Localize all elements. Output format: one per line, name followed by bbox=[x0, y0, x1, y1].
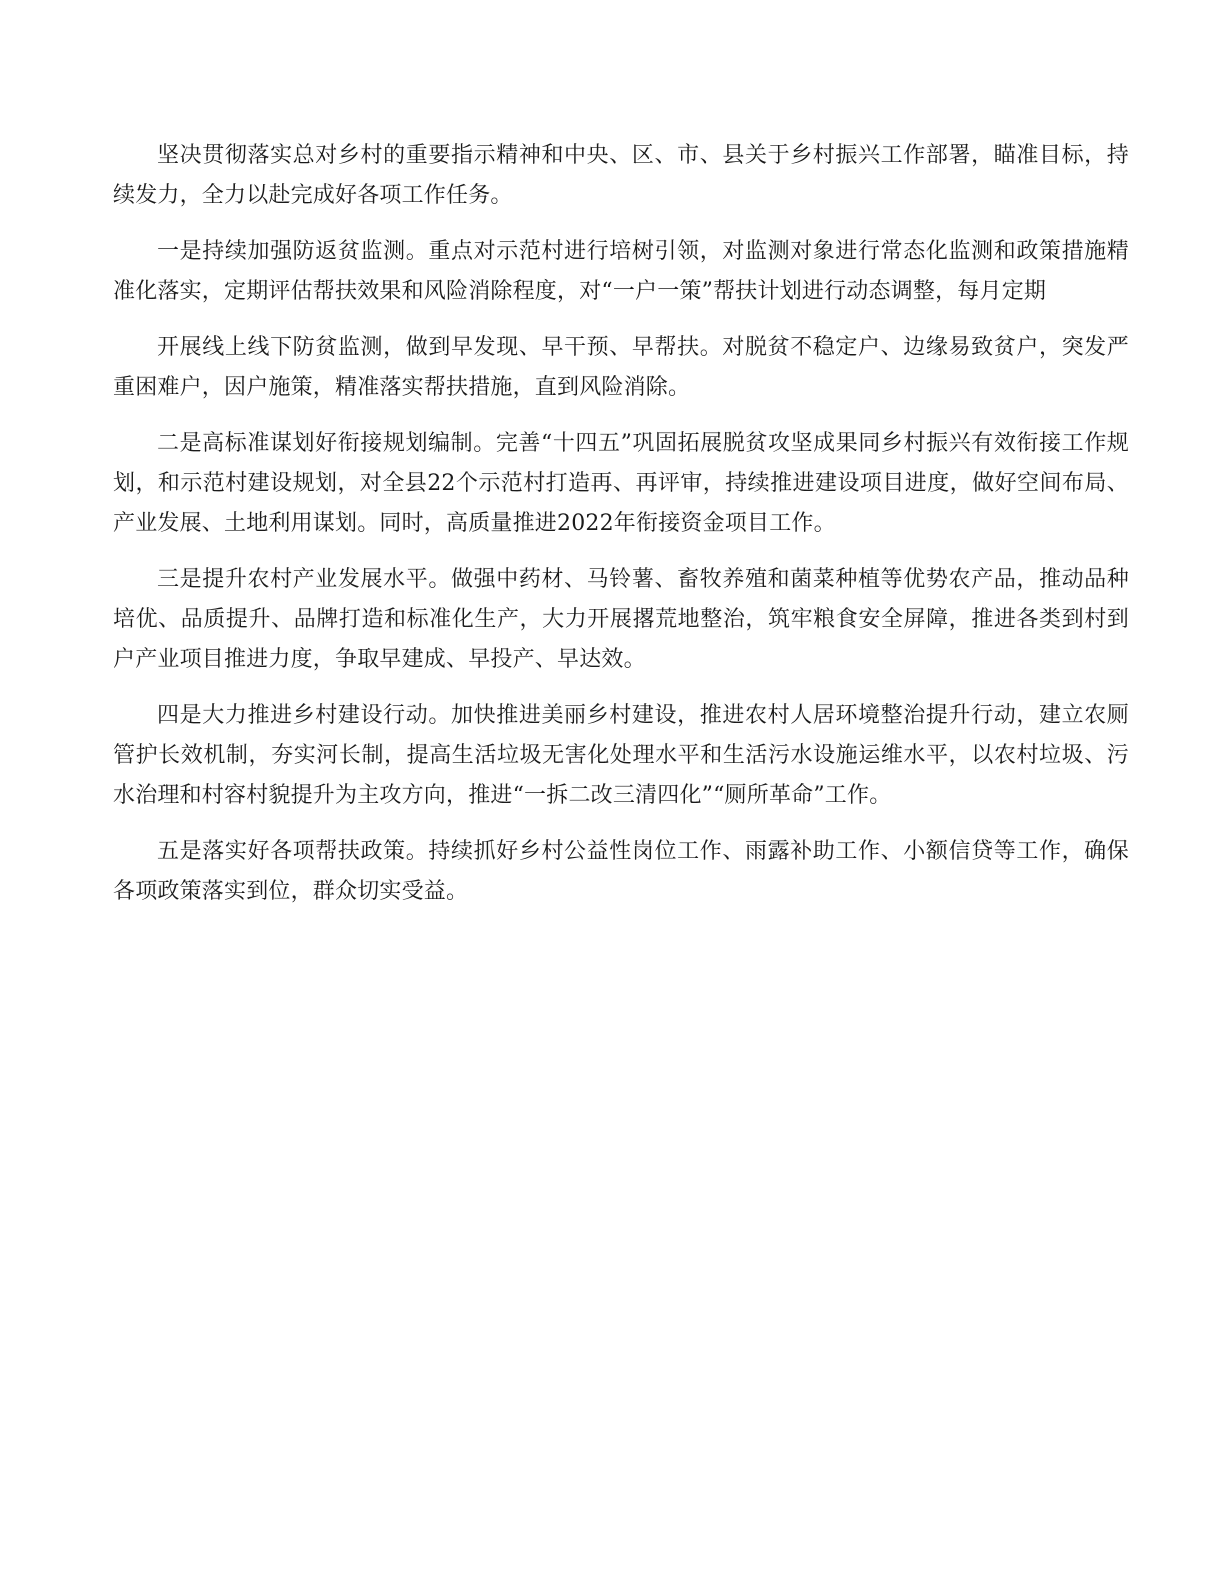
paragraph-industry: 三是提升农村产业发展水平。做强中药材、马铃薯、畜牧养殖和菌菜种植等优势农产品，推动品种培优、品质提升、品牌打造和标准化生产，大力开展撂荒地整治，筑牢粮食安全屏障，推进各类到村到户产业项目推进力度，争取早建成、早投产、早达效。 bbox=[113, 567, 1129, 672]
paragraph-rural-construction: 四是大力推进乡村建设行动。加快推进美丽乡村建设，推进农村人居环境整治提升行动，建立农厕管护长效机制，夯实河长制，提高生活垃圾无害化处理水平和生活污水设施运维水平，以农村垃圾、污水治理和村容村貌提升为主攻方向，推进“一拆二改三清四化”“厕所革命”工作。 bbox=[113, 703, 1129, 808]
paragraph-intro: 坚决贯彻落实总对乡村的重要指示精神和中央、区、市、县关于乡村振兴工作部署，瞄准目标，持续发力，全力以赴完成好各项工作任务。 bbox=[113, 143, 1129, 208]
paragraph-monitoring: 一是持续加强防返贫监测。重点对示范村进行培树引领，对监测对象进行常态化监测和政策措施精准化落实，定期评估帮扶效果和风险消除程度，对“一户一策”帮扶计划进行动态调整，每月定期 bbox=[113, 239, 1129, 304]
paragraph-planning: 二是高标准谋划好衔接规划编制。完善“十四五”巩固拓展脱贫攻坚成果同乡村振兴有效衔接工作规划，和示范村建设规划，对全县22个示范村打造再、再评审，持续推进建设项目进度，做好空间布局、产业发展、土地利用谋划。同时，高质量推进2022年衔接资金项目工作。 bbox=[113, 431, 1129, 536]
document-body bbox=[113, 136, 1129, 928]
paragraph-monitoring-continued: 开展线上线下防贫监测，做到早发现、早干预、早帮扶。对脱贫不稳定户、边缘易致贫户，突发严重困难户，因户施策，精准落实帮扶措施，直到风险消除。 bbox=[113, 335, 1129, 400]
paragraph-policies: 五是落实好各项帮扶政策。持续抓好乡村公益性岗位工作、雨露补助工作、小额信贷等工作，确保各项政策落实到位，群众切实受益。 bbox=[113, 839, 1129, 904]
